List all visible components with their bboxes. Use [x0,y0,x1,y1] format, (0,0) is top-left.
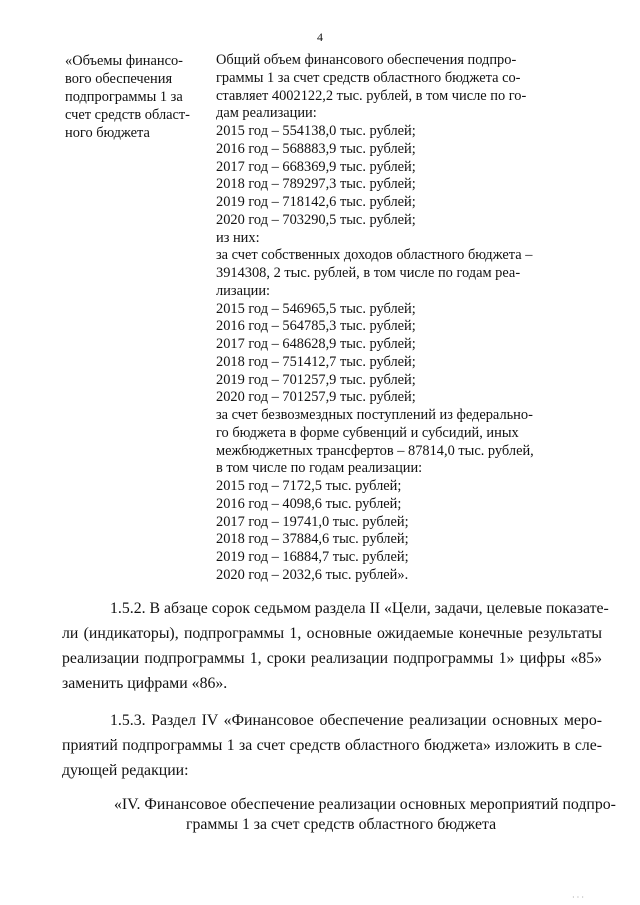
table-left-cell [65,52,215,142]
right-cell-line: 2019 год – 701257,9 тыс. рублей; [216,371,416,388]
right-cell-line: 2018 год – 751412,7 тыс. рублей; [216,353,416,370]
right-cell-line: 2017 год – 668369,9 тыс. рублей; [216,158,416,175]
left-cell-line: ного бюджета [65,125,150,141]
right-cell-line: граммы 1 за счет средств областного бюджета со- [216,69,521,86]
right-cell-line: ставляет 4002122,2 тыс. рублей, в том числе по го- [216,87,527,104]
scan-dots: · · · [572,893,584,902]
right-cell-line: межбюджетных трансфертов – 87814,0 тыс. рублей, [216,442,534,459]
right-cell-line: 2020 год – 2032,6 тыс. рублей». [216,566,409,583]
right-cell-line: 2016 год – 4098,6 тыс. рублей; [216,495,402,512]
right-cell-line: 2020 год – 703290,5 тыс. рублей; [216,211,416,228]
right-cell-line: 2016 год – 568883,9 тыс. рублей; [216,140,416,157]
table-right-cell [216,52,616,585]
left-cell-line: подпрограммы 1 за [65,89,183,105]
right-cell-line: 2015 год – 546965,5 тыс. рублей; [216,300,416,317]
right-cell-line: лизации: [216,282,271,299]
right-cell-line: 2017 год – 648628,9 тыс. рублей; [216,336,416,352]
paragraph-line: реализации подпрограммы 1, сроки реализации подпрограммы 1» цифры «85» [62,650,602,667]
right-cell-line: 2016 год – 564785,3 тыс. рублей; [216,318,416,335]
right-cell-line: Общий объем финансового обеспечения подпро- [216,52,517,68]
section-title [62,795,616,835]
section-title-line: «IV. Финансовое обеспечение реализации основных мероприятий подпро- [114,796,616,813]
paragraph-1-5-2 [62,596,609,696]
section-title-line: граммы 1 за счет средств областного бюджета [186,816,497,833]
paragraph-line: приятий подпрограммы 1 за счет средств областного бюджета» изложить в сле- [62,737,602,754]
left-cell-line: счет средств област- [65,107,190,123]
right-cell-line: из них: [216,229,260,246]
right-cell-line: 2018 год – 37884,6 тыс. рублей; [216,531,409,548]
paragraph-1-5-3 [62,708,602,783]
paragraph-line: заменить цифрами «86». [62,675,228,692]
paragraph-line: дующей редакции: [62,762,189,779]
right-cell-line: 2015 год – 7172,5 тыс. рублей; [216,478,402,494]
right-cell-line: 2020 год – 701257,9 тыс. рублей; [216,389,416,406]
paragraph-line: ли (индикаторы), подпрограммы 1, основные ожидаемые конечные результаты [62,625,602,642]
right-cell-line: за счет собственных доходов областного бюджета – [216,247,533,264]
left-cell-line: «Объемы финансо- [65,53,183,69]
paragraph-line: 1.5.2. В абзаце сорок седьмом раздела II «Цели, задачи, целевые показате- [110,600,609,617]
paragraph-line: 1.5.3. Раздел IV «Финансовое обеспечение реализации основных меро- [110,712,602,729]
right-cell-line: за счет безвозмездных поступлений из федерально- [216,407,533,423]
right-cell-line: в том числе по годам реализации: [216,460,423,477]
right-cell-line: 2019 год – 16884,7 тыс. рублей; [216,549,409,565]
right-cell-line: 2015 год – 554138,0 тыс. рублей; [216,123,416,139]
page-number: 4 [317,30,323,44]
right-cell-line: дам реализации: [216,105,317,122]
right-cell-line: 2019 год – 718142,6 тыс. рублей; [216,194,416,210]
right-cell-line: го бюджета в форме субвенций и субсидий, иных [216,424,519,441]
right-cell-line: 2017 год – 19741,0 тыс. рублей; [216,513,409,530]
right-cell-line: 3914308, 2 тыс. рублей, в том числе по годам реа- [216,265,521,281]
left-cell-line: вого обеспечения [65,71,173,87]
right-cell-line: 2018 год – 789297,3 тыс. рублей; [216,176,416,193]
